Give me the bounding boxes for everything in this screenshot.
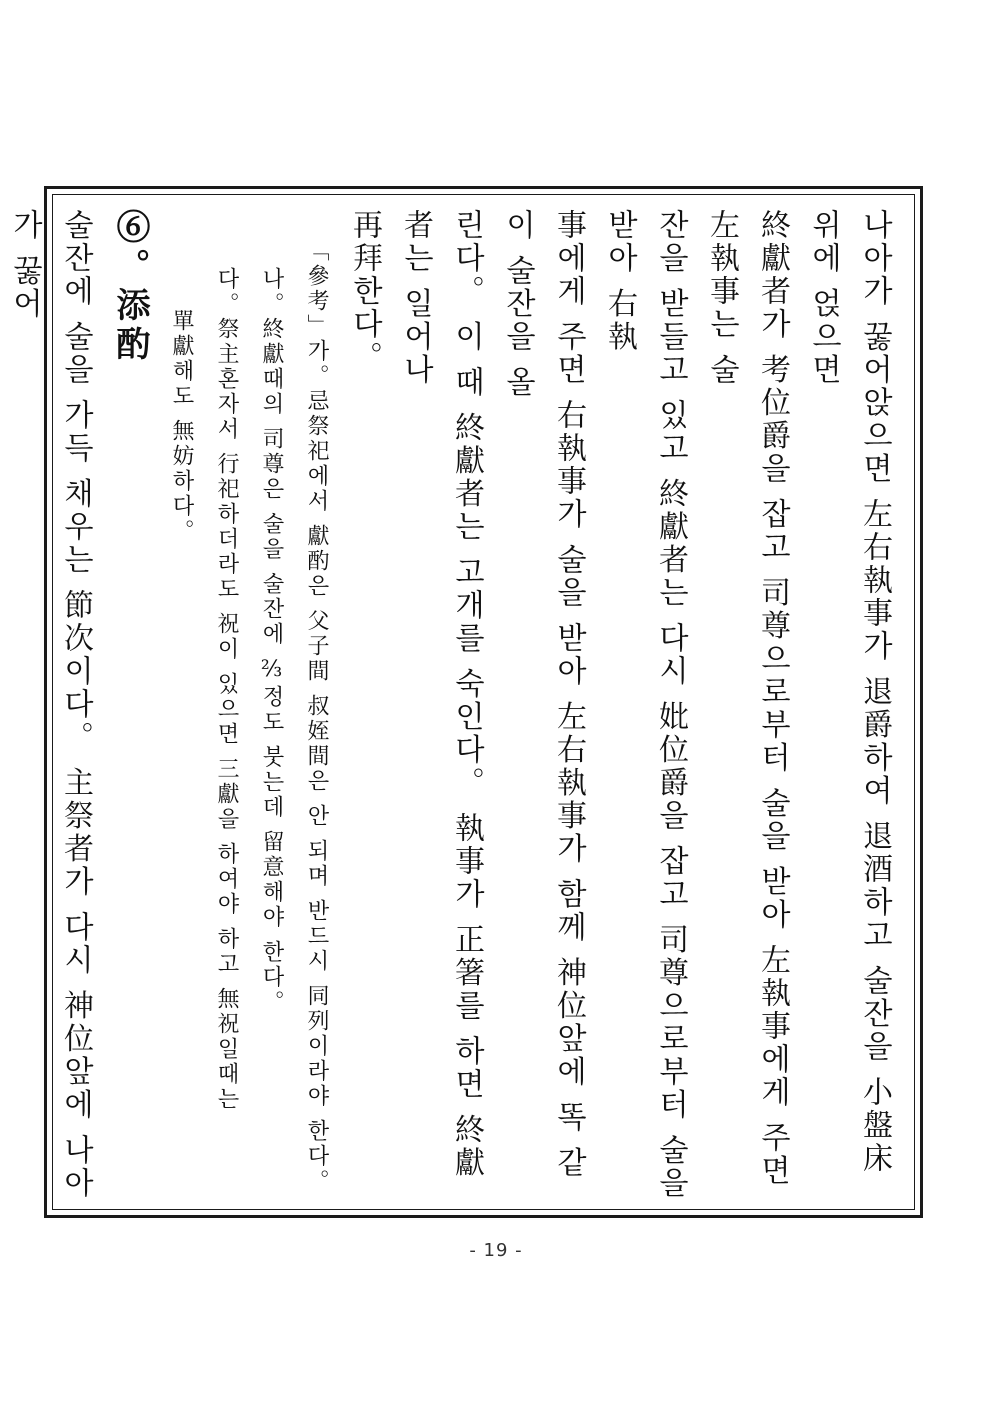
note-line: 나。終獻때의 司尊은 술을 술잔에 ⅔정도 붓는데 留意해야 한다。 xyxy=(259,267,284,1015)
text-line: 잔을 받들고 있고 終獻者는 다시 妣位爵을 잡고 司尊으로부터 술을 받아 右執 xyxy=(602,209,688,1201)
vertical-text-block xyxy=(7,209,900,1201)
section-heading: ⑥。添酌 xyxy=(110,209,150,365)
page-border xyxy=(7,186,923,1218)
text-line: 나아가 꿇어앉으면 左右執事가 退爵하여 退酒하고 술잔을 小盤床위에 얹으면 xyxy=(806,209,892,1176)
note-line: 다。祭主혼자서 行祀하더라도 祝이 있으면 三獻을 하여야 하고 無祝일때는 xyxy=(214,267,239,1112)
text-line: 再拜한다。 xyxy=(347,209,382,374)
text-line: 終獻者가 考位爵을 잡고 司尊으로부터 술을 받아 左執事에게 주면 左執事는 술 xyxy=(704,209,790,1188)
note-line: 單獻해도 無妨하다。 xyxy=(169,309,194,544)
text-line: 事에게 주면 右執事가 술을 받아 左右執事가 함께 神位앞에 똑 같이 술잔을 올 xyxy=(500,209,586,1180)
text-line: 술잔에 술을 가득 채우는 節次이다。 主祭者가 다시 神位앞에 나아가 꿇어 xyxy=(7,209,93,1201)
note-line: 「參考」가。忌祭祀에서 獻酌은 父子間 叔姪間은 안 되며 반드시 同列이라야 한다。 xyxy=(304,239,329,1194)
text-line: 린다。 이 때 終獻者는 고개를 숙인다。 執事가 正箸를 하면 終獻者는 일어나 xyxy=(398,209,484,1180)
page-number: - 19 - xyxy=(469,1240,523,1261)
